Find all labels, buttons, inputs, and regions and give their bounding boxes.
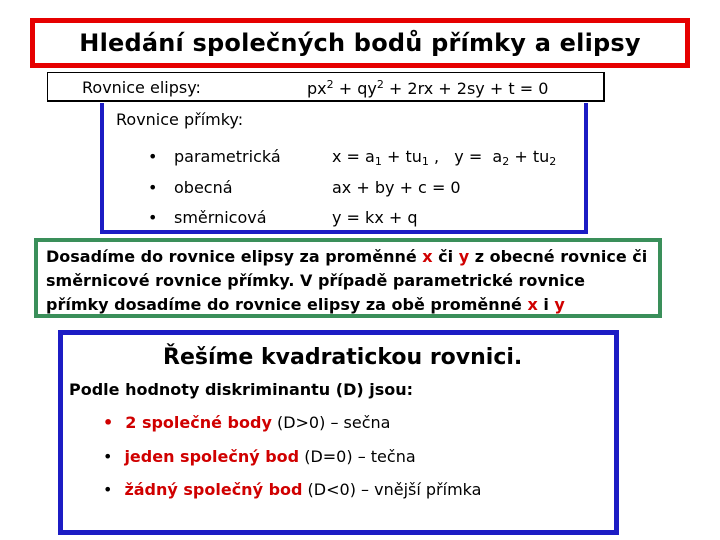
line-form-name: parametrická <box>174 147 281 166</box>
result-one-point <box>103 447 416 466</box>
line-form-slope <box>104 208 584 232</box>
result-label: jeden společný bod <box>124 447 300 466</box>
result-condition: (D>0) – sečna <box>271 413 391 432</box>
slide-title: Hledání společných bodů přímky a elipsy <box>79 29 641 57</box>
bullet-icon: • <box>148 208 158 227</box>
bullet-icon: • <box>148 147 158 166</box>
result-condition: (D<0) – vnější přímka <box>302 480 482 499</box>
substitution-text: Dosadíme do rovnice elipsy za proměnné x či y z obecné rovnice či směrnicové rovnice přímky. V případě parametrické rovnice přímky dosadíme do rovnice elipsy za obě proměnné x i y <box>46 247 648 314</box>
result-two-points <box>103 413 390 432</box>
substitution-text-box <box>34 238 662 318</box>
bullet-icon: • <box>103 480 113 499</box>
line-form-name: směrnicová <box>174 208 267 227</box>
line-equations-box <box>100 103 588 234</box>
quadratic-box <box>58 330 619 535</box>
result-no-point <box>103 480 481 499</box>
line-form-equation: ax + by + c = 0 <box>332 178 461 197</box>
result-condition: (D=0) – tečna <box>299 447 416 466</box>
title-box <box>30 18 690 68</box>
quadratic-title: Řešíme kvadratickou rovnici. <box>163 345 523 370</box>
ellipse-equation: $px^2 + qy^2 + 2rx + 2sy + t = 0$ <box>307 78 549 98</box>
bullet-icon: • <box>148 178 158 197</box>
bullet-icon: • <box>103 447 113 466</box>
ellipse-label: Rovnice elipsy: <box>82 78 201 97</box>
result-label: žádný společný bod <box>124 480 303 499</box>
line-form-parametric <box>104 147 584 171</box>
line-form-general <box>104 178 584 202</box>
line-label: Rovnice přímky: <box>116 110 244 129</box>
line-form-equation: y = kx + q <box>332 208 418 227</box>
result-label: 2 společné body <box>125 413 272 432</box>
line-form-equation: $x = a_1 + tu_1$ , $y = a_2 + tu_2$ <box>332 147 557 168</box>
quadratic-subtitle: Podle hodnoty diskriminantu (D) jsou: <box>69 380 414 399</box>
line-form-name: obecná <box>174 178 233 197</box>
bullet-icon: • <box>103 413 114 432</box>
ellipse-equation-box <box>47 72 605 102</box>
